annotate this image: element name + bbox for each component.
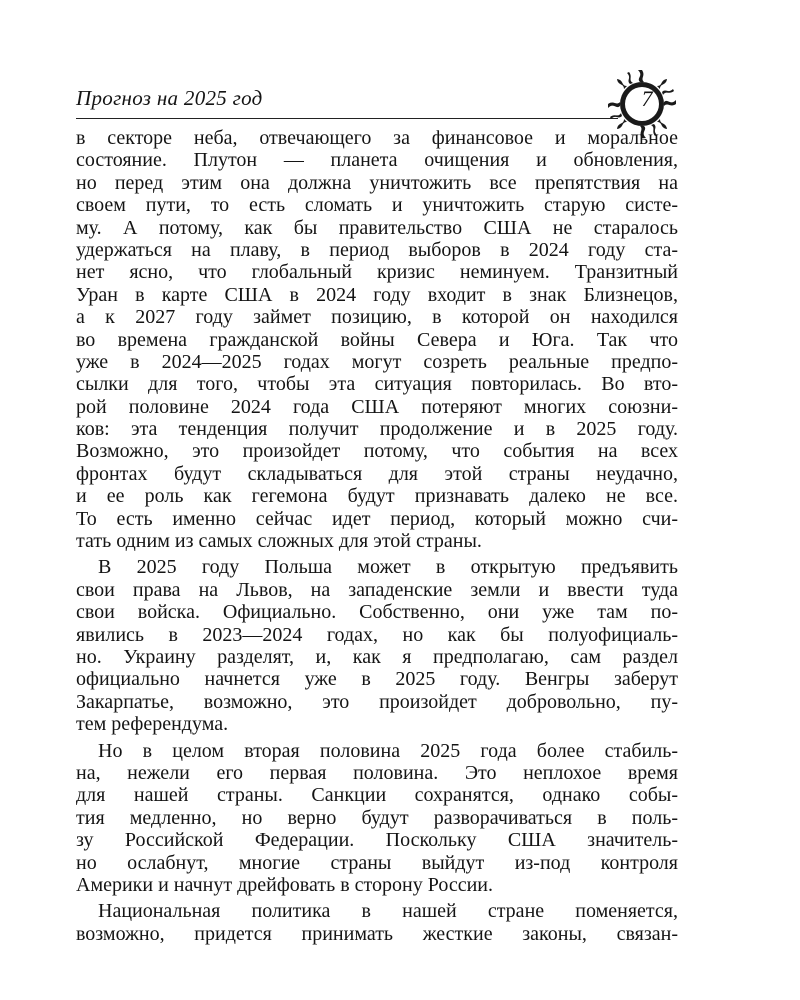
text-line: во времена гражданской войны Севера и Юга. Так что	[76, 328, 678, 351]
text-line: свои войска. Официально. Собственно, они уже там по-	[76, 601, 678, 624]
text-line: рой половине 2024 года США потеряют многих союзни-	[76, 395, 678, 418]
paragraph	[76, 556, 678, 735]
text-line: зу Российской Федерации. Поскольку США значитель-	[76, 829, 678, 852]
text-line: но перед этим она должна уничтожить все препятствия на	[76, 171, 678, 194]
header-rule	[76, 118, 618, 119]
text-line: но. Украину разделят, и, как я предполагаю, сам раздел	[76, 645, 678, 668]
text-line: Уран в карте США в 2024 году входит в знак Близнецов,	[76, 283, 678, 306]
text-line: сылки для того, чтобы эта ситуация повторилась. Во вто-	[76, 373, 678, 396]
text-line: фронтах будут складываться для этой страны неудачно,	[76, 462, 678, 485]
running-title: Прогноз на 2025 год	[76, 86, 263, 110]
text-line: удержаться на плаву, в период выборов в 2024 году ста-	[76, 238, 678, 261]
text-line: своем пути, то есть сломать и уничтожить старую систе-	[76, 194, 678, 217]
text-line: для нашей страны. Санкции сохранятся, однако собы-	[76, 784, 678, 807]
text-line: Закарпатье, возможно, это произойдет добровольно, пу-	[76, 690, 678, 713]
running-header	[76, 70, 676, 126]
page-number: 7	[641, 86, 653, 111]
paragraph	[76, 127, 678, 552]
text-line: свои права на Львов, на западенские земли и ввести туда	[76, 578, 678, 601]
text-line: Национальная политика в нашей стране поменяется,	[98, 900, 678, 923]
paragraph	[76, 900, 678, 945]
text-line: Америки и начнут дрейфовать в сторону России.	[76, 873, 493, 896]
text-line: а к 2027 году займет позицию, в которой он находился	[76, 306, 678, 329]
paragraph	[76, 740, 678, 897]
text-line: му. А потому, как бы правительство США не старалось	[76, 216, 678, 239]
text-line: тем референдума.	[76, 713, 229, 736]
body-text	[76, 127, 678, 949]
text-line: и ее роль как гегемона будут признавать далеко не все.	[76, 485, 678, 508]
text-line: Но в целом вторая половина 2025 года более стабиль-	[98, 739, 678, 762]
text-line: состояние. Плутон — планета очищения и обновления,	[76, 149, 678, 172]
text-line: То есть именно сейчас идет период, который можно счи-	[76, 507, 678, 530]
text-line: Возможно, это произойдет потому, что события на всех	[76, 440, 678, 463]
text-line: но ослабнут, многие страны выйдут из-под контроля	[76, 851, 678, 874]
text-line: В 2025 году Польша может в открытую предъявить	[98, 556, 678, 579]
text-line: в секторе неба, отвечающего за финансовое и моральное	[76, 127, 678, 149]
text-line: нет ясно, что глобальный кризис неминуем. Транзитный	[76, 261, 678, 284]
text-line: тия медленно, но верно будут разворачиваться в поль-	[76, 806, 678, 829]
text-line: возможно, придется принимать жесткие законы, связан-	[76, 922, 678, 945]
text-line: явились в 2023—2024 годах, но как бы полуофициаль-	[76, 623, 678, 646]
text-line: на, нежели его первая половина. Это неплохое время	[76, 761, 678, 784]
text-line: официально начнется уже в 2025 году. Венгры заберут	[76, 668, 678, 691]
text-line: тать одним из самых сложных для этой страны.	[76, 530, 482, 553]
text-line: уже в 2024—2025 годах могут созреть реальные предпо-	[76, 350, 678, 373]
text-line: ков: эта тенденция получит продолжение и в 2025 году.	[76, 418, 678, 441]
